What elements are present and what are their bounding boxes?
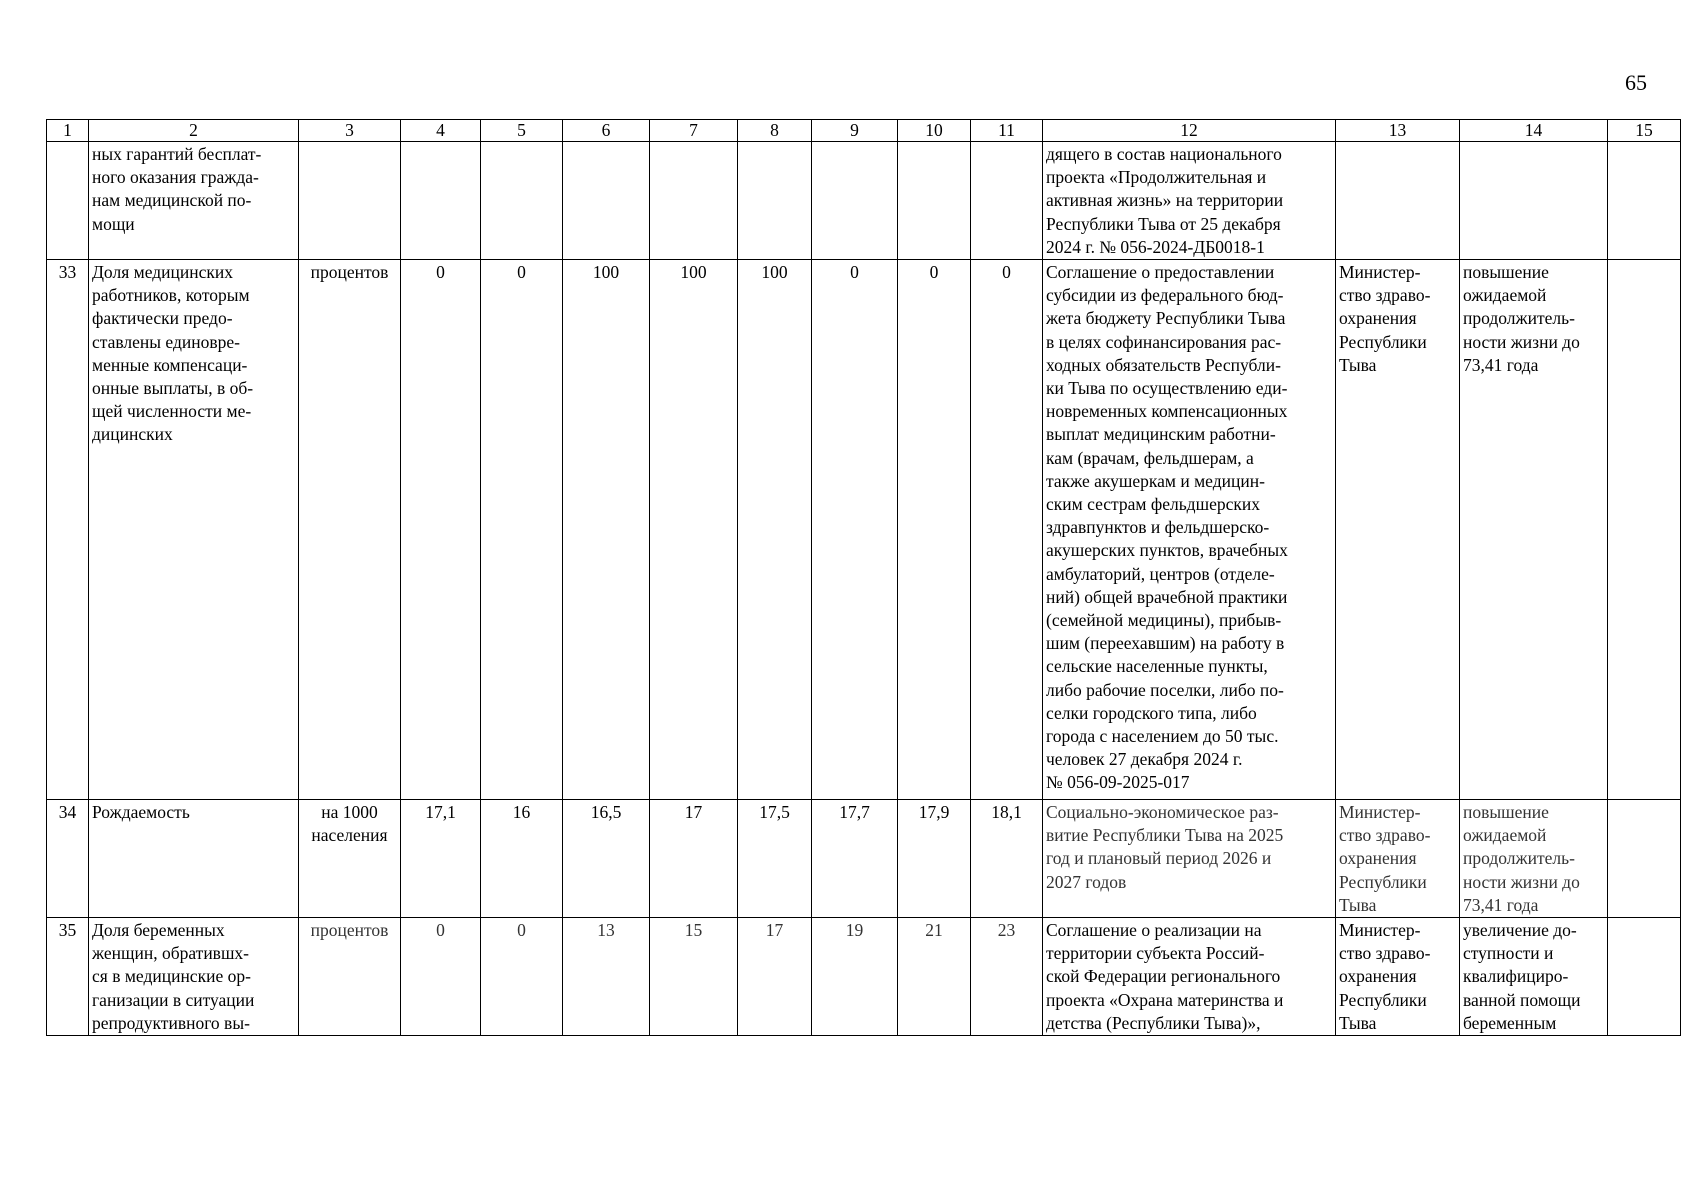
page-number: 65 (1625, 70, 1647, 95)
cell-value-8: 17,5 (738, 800, 812, 918)
column-numbers-row (47, 120, 1681, 142)
cell-unit (299, 142, 401, 260)
cell-source-document: дящего в состав национального проекта «Продолжительная и активная жизнь» на территории Республики Тыва от 25 декабря 2024 г. № 056-2024-ДБ0018-1 (1043, 142, 1336, 260)
cell-value-9: 19 (812, 918, 898, 1036)
col-header-3: 3 (299, 120, 401, 142)
cell-indicator-name: Рождаемость (89, 800, 299, 918)
cell-value-7: 15 (650, 918, 738, 1036)
cell-unit: на 1000 населения (299, 800, 401, 918)
table-row-35 (47, 918, 1681, 1036)
cell-indicator-name: ных гарантий бесплат- ного оказания гражда- нам медицинской по- мощи (89, 142, 299, 260)
col-header-14: 14 (1460, 120, 1608, 142)
cell-value-9 (812, 142, 898, 260)
table-row-33 (47, 260, 1681, 800)
col-header-12: 12 (1043, 120, 1336, 142)
cell-responsible (1336, 142, 1460, 260)
cell-responsible: Министер- ство здраво- охранения Республики Тыва (1336, 260, 1460, 800)
indicators-table (46, 119, 1681, 1036)
col-header-1: 1 (47, 120, 89, 142)
cell-number: 33 (47, 260, 89, 800)
cell-unit: процентов (299, 260, 401, 800)
cell-responsible: Министер- ство здраво- охранения Республики Тыва (1336, 800, 1460, 918)
col-header-2: 2 (89, 120, 299, 142)
cell-result (1460, 142, 1608, 260)
cell-value-10: 0 (898, 260, 971, 800)
cell-unit: процентов (299, 918, 401, 1036)
cell-value-8: 17 (738, 918, 812, 1036)
col-header-8: 8 (738, 120, 812, 142)
cell-value-6: 100 (563, 260, 650, 800)
cell-value-10: 21 (898, 918, 971, 1036)
cell-number: 35 (47, 918, 89, 1036)
cell-value-6: 13 (563, 918, 650, 1036)
cell-result: повышение ожидаемой продолжитель- ности жизни до 73,41 года (1460, 260, 1608, 800)
cell-value-4: 0 (401, 260, 481, 800)
cell-value-11 (971, 142, 1043, 260)
cell-note (1608, 260, 1681, 800)
cell-indicator-name: Доля беременных женщин, обратившх- ся в медицинские ор- ганизации в ситуации репродуктивного вы- (89, 918, 299, 1036)
cell-note (1608, 800, 1681, 918)
cell-value-5: 16 (481, 800, 563, 918)
table-row-34 (47, 800, 1681, 918)
cell-value-4: 17,1 (401, 800, 481, 918)
cell-note (1608, 918, 1681, 1036)
cell-note (1608, 142, 1681, 260)
cell-result: повышение ожидаемой продолжитель- ности жизни до 73,41 года (1460, 800, 1608, 918)
table-row-continuation (47, 142, 1681, 260)
cell-value-4 (401, 142, 481, 260)
cell-value-7: 17 (650, 800, 738, 918)
cell-number (47, 142, 89, 260)
cell-value-8 (738, 142, 812, 260)
col-header-6: 6 (563, 120, 650, 142)
cell-value-4: 0 (401, 918, 481, 1036)
col-header-11: 11 (971, 120, 1043, 142)
cell-value-5: 0 (481, 260, 563, 800)
cell-value-10: 17,9 (898, 800, 971, 918)
col-header-15: 15 (1608, 120, 1681, 142)
cell-indicator-name: Доля медицинских работников, которым фактически предо- ставлены единовре- менные компенсаци- онные выплаты, в об- щей численности ме- дицинских (89, 260, 299, 800)
cell-responsible: Министер- ство здраво- охранения Республики Тыва (1336, 918, 1460, 1036)
cell-value-11: 18,1 (971, 800, 1043, 918)
cell-value-11: 23 (971, 918, 1043, 1036)
col-header-10: 10 (898, 120, 971, 142)
cell-value-7 (650, 142, 738, 260)
col-header-7: 7 (650, 120, 738, 142)
cell-value-11: 0 (971, 260, 1043, 800)
cell-value-6 (563, 142, 650, 260)
cell-value-7: 100 (650, 260, 738, 800)
cell-value-6: 16,5 (563, 800, 650, 918)
cell-source-document: Соглашение о предоставлении субсидии из федерального бюд- жета бюджету Республики Тыва в целях софинансирования рас- ходных обязательств Республи- ки Тыва по осуществлению еди- новременных компенсационных выплат медицинским работни- кам (врачам, фельдшерам, а также акушеркам и медицин- ским сестрам фельдшерских здравпунктов и фельдшерско- акушерских пунктов, врачебных амбулаторий, центров (отделе- ний) общей врачебной практики (семейной медицины), прибыв- шим (переехавшим) на работу в сельские населенные пункты, либо рабочие поселки, либо по- селки городского типа, либо города с населением до 50 тыс. человек 27 декабря 2024 г. № 056-09-2025-017 (1043, 260, 1336, 800)
cell-source-document: Соглашение о реализации на территории субъекта Россий- ской Федерации регионального проекта «Охрана материнства и детства (Республики Тыва)», (1043, 918, 1336, 1036)
cell-number: 34 (47, 800, 89, 918)
col-header-5: 5 (481, 120, 563, 142)
col-header-13: 13 (1336, 120, 1460, 142)
col-header-9: 9 (812, 120, 898, 142)
cell-value-10 (898, 142, 971, 260)
cell-value-8: 100 (738, 260, 812, 800)
cell-value-9: 0 (812, 260, 898, 800)
cell-value-5: 0 (481, 918, 563, 1036)
cell-value-5 (481, 142, 563, 260)
cell-result: увеличение до- ступности и квалифициро- ванной помощи беременным (1460, 918, 1608, 1036)
cell-value-9: 17,7 (812, 800, 898, 918)
col-header-4: 4 (401, 120, 481, 142)
cell-source-document: Социально-экономическое раз- витие Республики Тыва на 2025 год и плановый период 2026 и 2027 годов (1043, 800, 1336, 918)
